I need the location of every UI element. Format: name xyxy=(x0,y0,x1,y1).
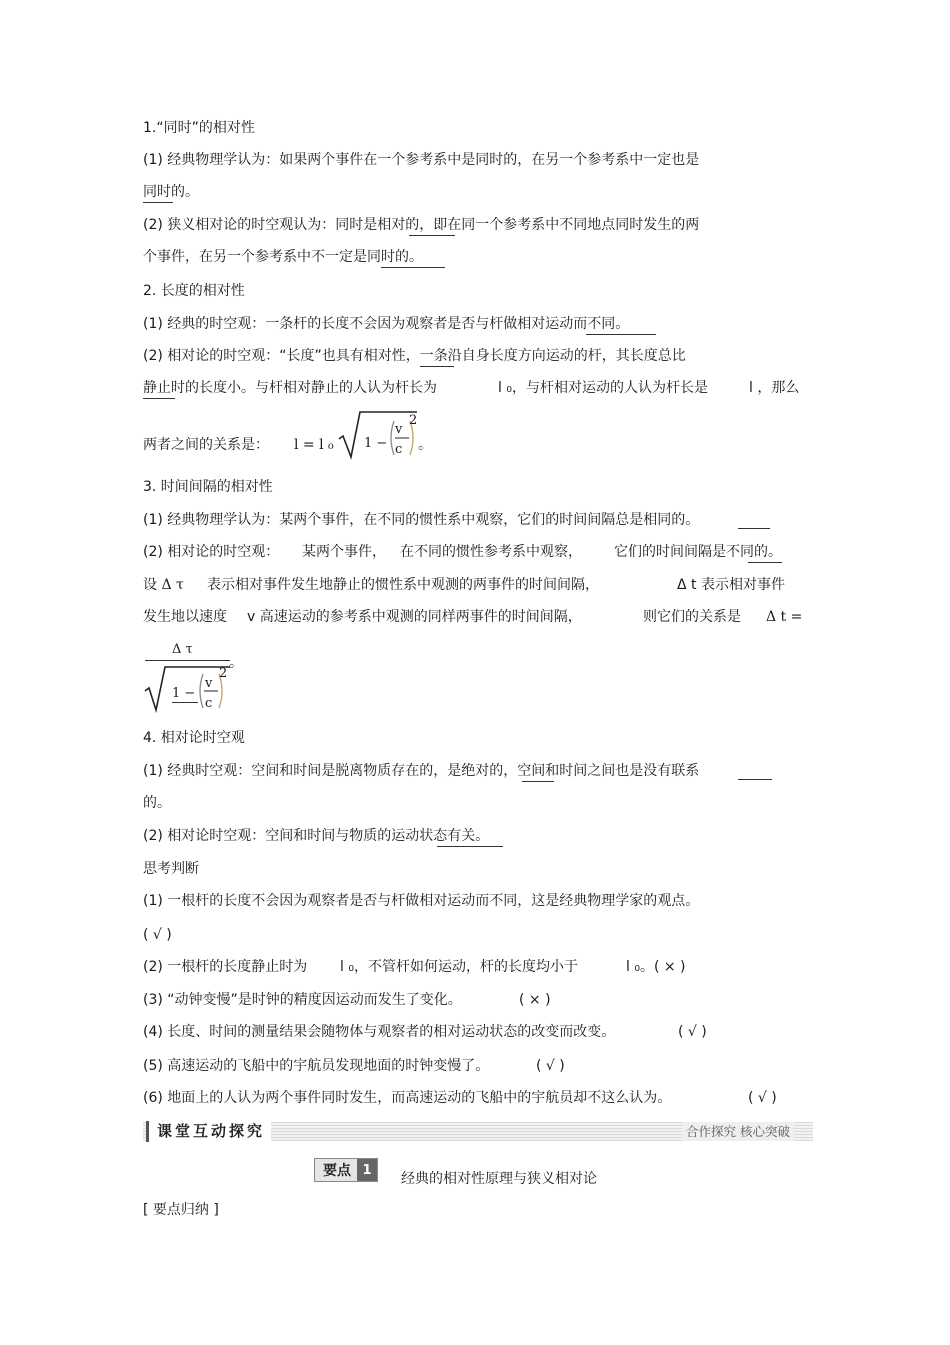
s3-para3b: 表示相对事件发生地静止的惯性系中观测的两事件的时间间隔， xyxy=(207,577,599,593)
key-point-heading: 经典的相对性原理与狭义相对论 xyxy=(401,1171,597,1187)
length-formula-lhs: l = l ₀ xyxy=(294,437,334,453)
s3-para3a: 设 Δ τ xyxy=(143,577,184,593)
think-heading: 思考判断 xyxy=(143,861,199,877)
formula-c: c xyxy=(395,442,403,457)
s3-para4d: Δ t = xyxy=(766,609,803,625)
s3-para2a: (2) 相对论的时空观： xyxy=(143,544,280,560)
question-5-text: (5) 高速运动的飞船中的宇航员发现地面的时钟变慢了。 xyxy=(143,1058,490,1074)
answer-underline xyxy=(381,267,445,268)
question-3-answer: ( × ) xyxy=(519,992,551,1008)
formula-underline xyxy=(172,702,198,703)
question-6-text: (6) 地面上的人认为两个事件同时发生，而高速运动的飞船中的宇航员却不这么认为。 xyxy=(143,1090,672,1106)
answer-underline xyxy=(420,366,454,367)
summary-subheading: [ 要点归纳 ] xyxy=(143,1202,219,1218)
question-2-text-c: l ₀。( × ) xyxy=(626,959,686,975)
s4-para2: (2) 相对论时空观：空间和时间与物质的运动状态有关。 xyxy=(143,828,490,844)
formula-one-minus: 1 − xyxy=(172,686,196,701)
answer-underline xyxy=(748,562,782,563)
s3-para4b: v 高速运动的参考系中观测的同样两事件的时间间隔， xyxy=(247,609,582,625)
key-point-tag-label: 要点 xyxy=(323,1163,351,1179)
answer-underline xyxy=(409,235,455,236)
formula-exponent: 2 xyxy=(409,413,418,428)
s3-para3c: Δ t 表示相对事件 xyxy=(677,577,785,593)
s1-para2-line1: (2) 狭义相对论的时空观认为：同时是相对的，即在同一个参考系中不同地点同时发生的两 xyxy=(143,217,700,233)
answer-underline xyxy=(437,846,503,847)
s2-para2-line2c: l ，那么 xyxy=(749,380,800,396)
question-4-text: (4) 长度、时间的测量结果会随物体与观察者的相对运动状态的改变而改变。 xyxy=(143,1024,616,1040)
key-point-tag xyxy=(314,1158,378,1182)
question-4-answer: ( √ ) xyxy=(678,1024,707,1040)
s3-para4c: 则它们的关系是 xyxy=(643,609,741,625)
question-2-text-b: l ₀，不管杆如何运动，杆的长度均小于 xyxy=(340,959,578,975)
s2-para2-line1: (2) 相对论的时空观：“长度”也具有相对性，一条沿自身长度方向运动的杆，其长度总比 xyxy=(143,348,686,364)
formula-period: 。 xyxy=(229,655,243,671)
s3-para2b: 某两个事件， xyxy=(302,544,386,560)
answer-underline xyxy=(586,334,656,335)
s2-para2-line2a: 静止时的长度小。与杆相对静止的人认为杆长为 xyxy=(143,380,437,396)
formula-period: 。 xyxy=(418,437,432,453)
s2-para2-line2b: l ₀，与杆相对运动的人认为杆长是 xyxy=(498,380,708,396)
section-4-heading: 4. 相对论时空观 xyxy=(143,730,245,746)
s3-para2d: 它们的时间间隔是不同的。 xyxy=(614,544,782,560)
section-2-heading: 2. 长度的相对性 xyxy=(143,283,245,299)
section-1-heading: 1.“同时”的相对性 xyxy=(143,120,255,136)
question-6-answer: ( √ ) xyxy=(748,1090,777,1106)
question-5-answer: ( √ ) xyxy=(536,1058,565,1074)
key-point-tag-number: 1 xyxy=(357,1159,377,1181)
section-3-heading: 3. 时间间隔的相对性 xyxy=(143,479,273,495)
time-formula-numerator: Δ τ xyxy=(172,642,193,657)
section-band-subtitle: 合作探究 核心突破 xyxy=(682,1122,794,1141)
answer-underline xyxy=(738,779,772,780)
formula-v: v xyxy=(205,676,213,691)
formula-v: v xyxy=(395,422,403,437)
answer-underline xyxy=(143,398,175,399)
s1-para1-line2: 同时的。 xyxy=(143,184,199,200)
time-formula-fraction-bar xyxy=(145,660,230,661)
question-2-text-a: (2) 一根杆的长度静止时为 xyxy=(143,959,308,975)
formula-exponent: 2 xyxy=(219,666,228,681)
answer-underline xyxy=(738,528,770,529)
s4-para1-line1: (1) 经典时空观：空间和时间是脱离物质存在的，是绝对的，空间和时间之间也是没有联系 xyxy=(143,763,700,779)
answer-underline xyxy=(143,202,173,203)
section-band-title: 课堂互动探究 xyxy=(146,1121,271,1142)
s3-para4a: 发生地以速度 xyxy=(143,609,227,625)
s3-para2c: 在不同的惯性参考系中观察， xyxy=(400,544,582,560)
answer-underline xyxy=(522,781,554,782)
s4-para1-line2: 的。 xyxy=(143,795,171,811)
formula-c: c xyxy=(205,696,213,711)
s1-para1-line1: (1) 经典物理学认为：如果两个事件在一个参考系中是同时的，在另一个参考系中一定也是 xyxy=(143,152,700,168)
s2-para1: (1) 经典的时空观：一条杆的长度不会因为观察者是否与杆做相对运动而不同。 xyxy=(143,316,630,332)
s2-relation-label: 两者之间的关系是： xyxy=(143,437,269,453)
s1-para2-line2: 个事件，在另一个参考系中不一定是同时的。 xyxy=(143,249,423,265)
question-1-answer: ( √ ) xyxy=(143,927,172,943)
s3-para1: (1) 经典物理学认为：某两个事件，在不同的惯性系中观察，它们的时间间隔总是相同的。 xyxy=(143,512,700,528)
question-1-text: (1) 一根杆的长度不会因为观察者是否与杆做相对运动而不同，这是经典物理学家的观点。 xyxy=(143,893,700,909)
question-3-text: (3) “动钟变慢”是时钟的精度因运动而发生了变化。 xyxy=(143,992,462,1008)
formula-one-minus: 1 − xyxy=(364,436,388,451)
